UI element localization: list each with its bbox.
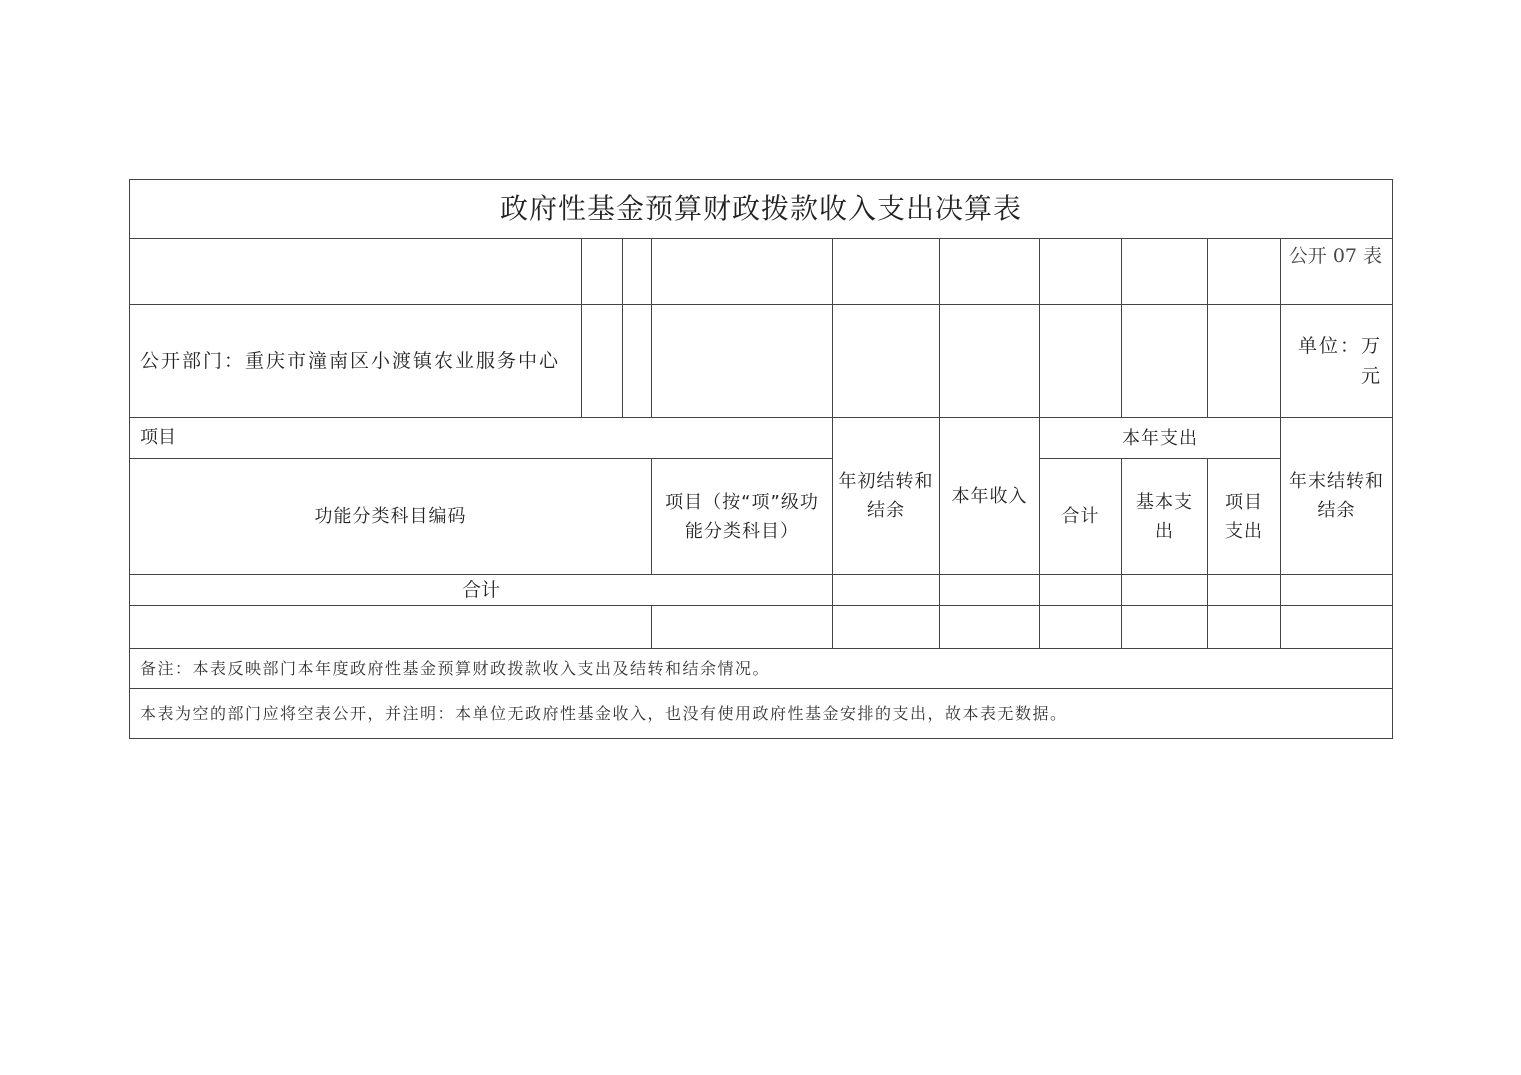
total-cell (1281, 575, 1393, 606)
data-cell (940, 606, 1040, 649)
data-cell (652, 606, 833, 649)
blank-cell (1208, 239, 1281, 305)
total-cell (1208, 575, 1281, 606)
total-cell (1122, 575, 1208, 606)
header-current-income: 本年收入 (940, 418, 1040, 575)
data-cell (1040, 606, 1122, 649)
blank-cell (833, 305, 940, 418)
total-cell (940, 575, 1040, 606)
header-opening-balance: 年初结转和结余 (833, 418, 940, 575)
blank-cell (1122, 239, 1208, 305)
budget-table (129, 179, 1393, 739)
table-title: 政府性基金预算财政拨款收入支出决算表 (130, 180, 1393, 239)
blank-cell (652, 305, 833, 418)
header-closing-balance: 年末结转和结余 (1281, 418, 1393, 575)
header-func-code: 功能分类科目编码 (130, 459, 652, 575)
total-cell (833, 575, 940, 606)
blank-cell (940, 305, 1040, 418)
blank-cell (652, 239, 833, 305)
data-cell (1281, 606, 1393, 649)
note-empty-table: 本表为空的部门应将空表公开，并注明：本单位无政府性基金收入，也没有使用政府性基金安排的支出，故本表无数据。 (130, 689, 1393, 739)
blank-cell (940, 239, 1040, 305)
header-basic-expense: 基本支出 (1122, 459, 1208, 575)
blank-cell (582, 239, 623, 305)
note-remark: 备注：本表反映部门本年度政府性基金预算财政拨款收入支出及结转和结余情况。 (130, 649, 1393, 689)
header-project-expense: 项目支出 (1208, 459, 1281, 575)
header-item-by-func: 项目（按“项”级功能分类科目） (652, 459, 833, 575)
blank-cell (130, 239, 582, 305)
total-cell (1040, 575, 1122, 606)
blank-cell (1040, 239, 1122, 305)
header-item: 项目 (130, 418, 833, 459)
data-cell (130, 606, 652, 649)
unit-label: 单位：万元 (1281, 305, 1393, 418)
blank-cell (1040, 305, 1122, 418)
data-cell (1122, 606, 1208, 649)
department-label: 公开部门：重庆市潼南区小渡镇农业服务中心 (130, 305, 582, 418)
data-cell (833, 606, 940, 649)
data-cell (1208, 606, 1281, 649)
blank-cell (623, 239, 652, 305)
blank-cell (1208, 305, 1281, 418)
total-label: 合计 (130, 575, 833, 606)
header-subtotal: 合计 (1040, 459, 1122, 575)
form-number: 公开 07 表 (1281, 239, 1393, 305)
header-current-expense: 本年支出 (1040, 418, 1281, 459)
blank-cell (623, 305, 652, 418)
blank-cell (582, 305, 623, 418)
blank-cell (833, 239, 940, 305)
blank-cell (1122, 305, 1208, 418)
